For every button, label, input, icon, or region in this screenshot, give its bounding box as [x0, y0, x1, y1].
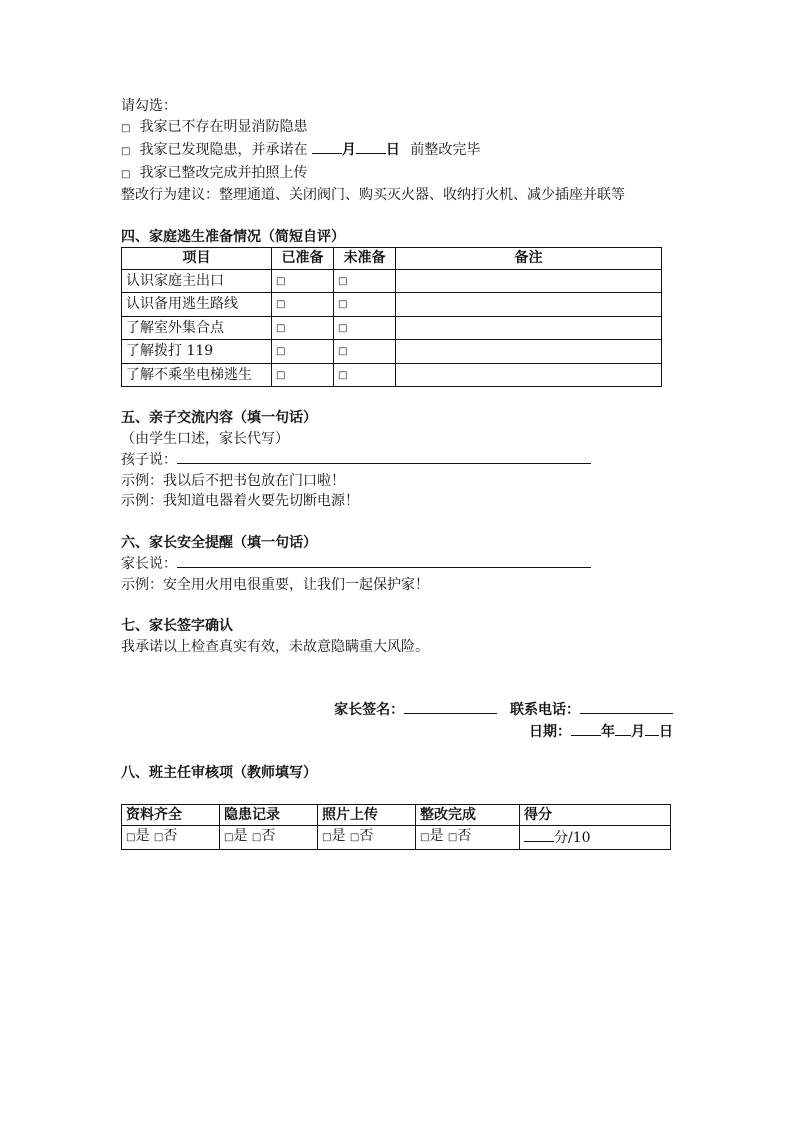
not-ready-checkbox[interactable] — [334, 293, 396, 317]
row-label: 了解拨打 119 — [122, 340, 272, 364]
yes-no-cell[interactable] — [122, 826, 220, 850]
header-ready: 已准备 — [272, 248, 334, 270]
header-hazards: 隐患记录 — [220, 804, 318, 826]
no-label: 否 — [359, 828, 374, 844]
table-header-row — [122, 248, 662, 270]
checkbox-icon[interactable]: □ — [276, 275, 286, 287]
row-label: 认识备用逃生路线 — [122, 293, 272, 317]
not-ready-checkbox[interactable] — [334, 269, 396, 293]
section-8-title: 八、班主任审核项（教师填写） — [121, 765, 317, 781]
table-row — [122, 340, 662, 364]
day-label: 日 — [385, 142, 400, 158]
date-line — [121, 721, 673, 743]
signature-line — [121, 699, 673, 721]
date-label: 日期： — [529, 723, 571, 740]
checkbox-icon[interactable]: □ — [126, 832, 136, 843]
remark-cell[interactable] — [396, 316, 662, 340]
table-row — [122, 316, 662, 340]
section-5-title: 五、亲子交流内容（填一句话） — [121, 410, 317, 426]
section-4-title: 四、家庭逃生准备情况（简短自评） — [121, 228, 345, 245]
yes-label: 是 — [233, 828, 248, 844]
ready-checkbox[interactable] — [272, 363, 334, 387]
check-option-1[interactable] — [121, 117, 673, 140]
example-1: 示例：我以后不把书包放在门口啦！ — [121, 472, 345, 489]
remark-cell[interactable] — [396, 293, 662, 317]
phone-input[interactable] — [580, 699, 673, 714]
score-input[interactable] — [524, 827, 554, 842]
parent-says-input[interactable] — [177, 553, 591, 568]
remark-cell[interactable] — [396, 340, 662, 364]
section-6-example: 示例：安全用火用电很重要，让我们一起保护家！ — [121, 576, 429, 593]
checkbox-icon[interactable]: □ — [276, 299, 286, 310]
checkbox-icon[interactable]: □ — [276, 369, 286, 381]
checkbox-icon[interactable]: □ — [447, 832, 458, 843]
child-says-label: 孩子说： — [121, 452, 177, 468]
month-blank[interactable] — [312, 139, 342, 154]
yes-label: 是 — [135, 828, 150, 844]
escape-table — [121, 247, 662, 387]
table-row — [122, 293, 662, 317]
checkbox-icon[interactable]: □ — [338, 346, 348, 357]
checkbox-icon[interactable]: □ — [338, 322, 348, 334]
score-suffix: 分/10 — [554, 829, 591, 846]
child-says-line — [121, 449, 673, 471]
table-header-row — [122, 804, 671, 826]
check-option-3[interactable] — [121, 163, 673, 186]
checkbox-icon[interactable]: □ — [322, 832, 332, 843]
checkbox-icon[interactable]: □ — [338, 275, 348, 287]
no-label: 否 — [163, 828, 178, 844]
check-prompt: 请勾选： — [121, 98, 177, 114]
yes-no-cell[interactable] — [318, 826, 416, 850]
day-input[interactable] — [645, 721, 659, 736]
not-ready-checkbox[interactable] — [334, 363, 396, 387]
yes-label: 是 — [331, 828, 346, 844]
yes-label: 是 — [429, 828, 444, 844]
checkbox-icon[interactable]: □ — [224, 832, 234, 843]
yes-no-cell[interactable] — [220, 826, 318, 850]
no-label: 否 — [457, 828, 472, 844]
checkbox-icon[interactable]: □ — [276, 322, 286, 334]
checkbox-icon[interactable]: □ — [251, 832, 262, 843]
not-ready-checkbox[interactable] — [334, 340, 396, 364]
row-label: 了解不乘坐电梯逃生 — [122, 363, 272, 387]
example-2: 示例：我知道电器着火要先切断电源！ — [121, 493, 359, 509]
parent-says-line — [121, 553, 673, 575]
header-photos: 照片上传 — [318, 804, 416, 826]
day-label: 日 — [659, 723, 673, 740]
checkbox-icon[interactable]: □ — [338, 369, 348, 381]
year-label: 年 — [601, 723, 615, 740]
section-7-statement: 我承诺以上检查真实有效，未故意隐瞒重大风险。 — [121, 638, 429, 655]
yes-no-cell[interactable] — [416, 826, 520, 850]
checkbox-icon[interactable]: □ — [121, 122, 131, 134]
section-6-title: 六、家长安全提醒（填一句话） — [121, 534, 317, 551]
year-input[interactable] — [571, 721, 601, 736]
checkbox-icon[interactable]: □ — [121, 168, 131, 180]
score-cell — [520, 826, 671, 850]
section-7-title: 七、家长签字确认 — [121, 618, 233, 634]
header-score: 得分 — [520, 804, 671, 826]
check-option-3-label: 我家已整改完成并拍照上传 — [139, 164, 308, 181]
checkbox-icon[interactable]: □ — [121, 146, 131, 157]
no-label: 否 — [261, 828, 276, 844]
header-not-ready: 未准备 — [334, 248, 396, 270]
remark-cell[interactable] — [396, 269, 662, 293]
header-materials: 资料齐全 — [122, 804, 220, 826]
checkbox-icon[interactable]: □ — [338, 299, 348, 310]
ready-checkbox[interactable] — [272, 316, 334, 340]
row-label: 了解室外集合点 — [122, 316, 272, 340]
remark-cell[interactable] — [396, 363, 662, 387]
checkbox-icon[interactable]: □ — [349, 832, 360, 843]
ready-checkbox[interactable] — [272, 340, 334, 364]
checkbox-icon[interactable]: □ — [153, 832, 164, 843]
row-label: 认识家庭主出口 — [122, 269, 272, 293]
not-ready-checkbox[interactable] — [334, 316, 396, 340]
child-says-input[interactable] — [177, 449, 591, 464]
table-row — [122, 269, 662, 293]
sign-label: 家长签名： — [334, 702, 405, 718]
check-option-1-label: 我家已不存在明显消防隐患 — [139, 118, 308, 135]
header-remark: 备注 — [396, 248, 662, 270]
ready-checkbox[interactable] — [272, 293, 334, 317]
check-option-2[interactable] — [121, 139, 673, 163]
section-5-note: （由学生口述，家长代写） — [121, 430, 289, 447]
checkbox-icon[interactable]: □ — [276, 346, 286, 357]
month-label: 月 — [631, 723, 645, 740]
check-option-2-suffix: 前整改完毕 — [410, 142, 481, 158]
checkbox-icon[interactable]: □ — [420, 832, 430, 843]
phone-label: 联系电话： — [510, 702, 580, 718]
month-label: 月 — [341, 142, 356, 158]
parent-says-label: 家长说： — [121, 556, 177, 572]
document-page — [121, 96, 673, 850]
header-rectified: 整改完成 — [416, 804, 520, 826]
signature-input[interactable] — [404, 699, 497, 714]
advice-text: 整改行为建议：整理通道、关闭阀门、购买灭火器、收纳打火机、减少插座并联等 — [121, 187, 625, 203]
check-option-2-label: 我家已发现隐患，并承诺在 — [139, 142, 308, 158]
day-blank[interactable] — [356, 139, 386, 154]
review-table — [121, 804, 671, 850]
ready-checkbox[interactable] — [272, 269, 334, 293]
header-item: 项目 — [122, 248, 272, 270]
table-row — [122, 363, 662, 387]
table-row — [122, 826, 671, 850]
month-input[interactable] — [615, 721, 631, 736]
